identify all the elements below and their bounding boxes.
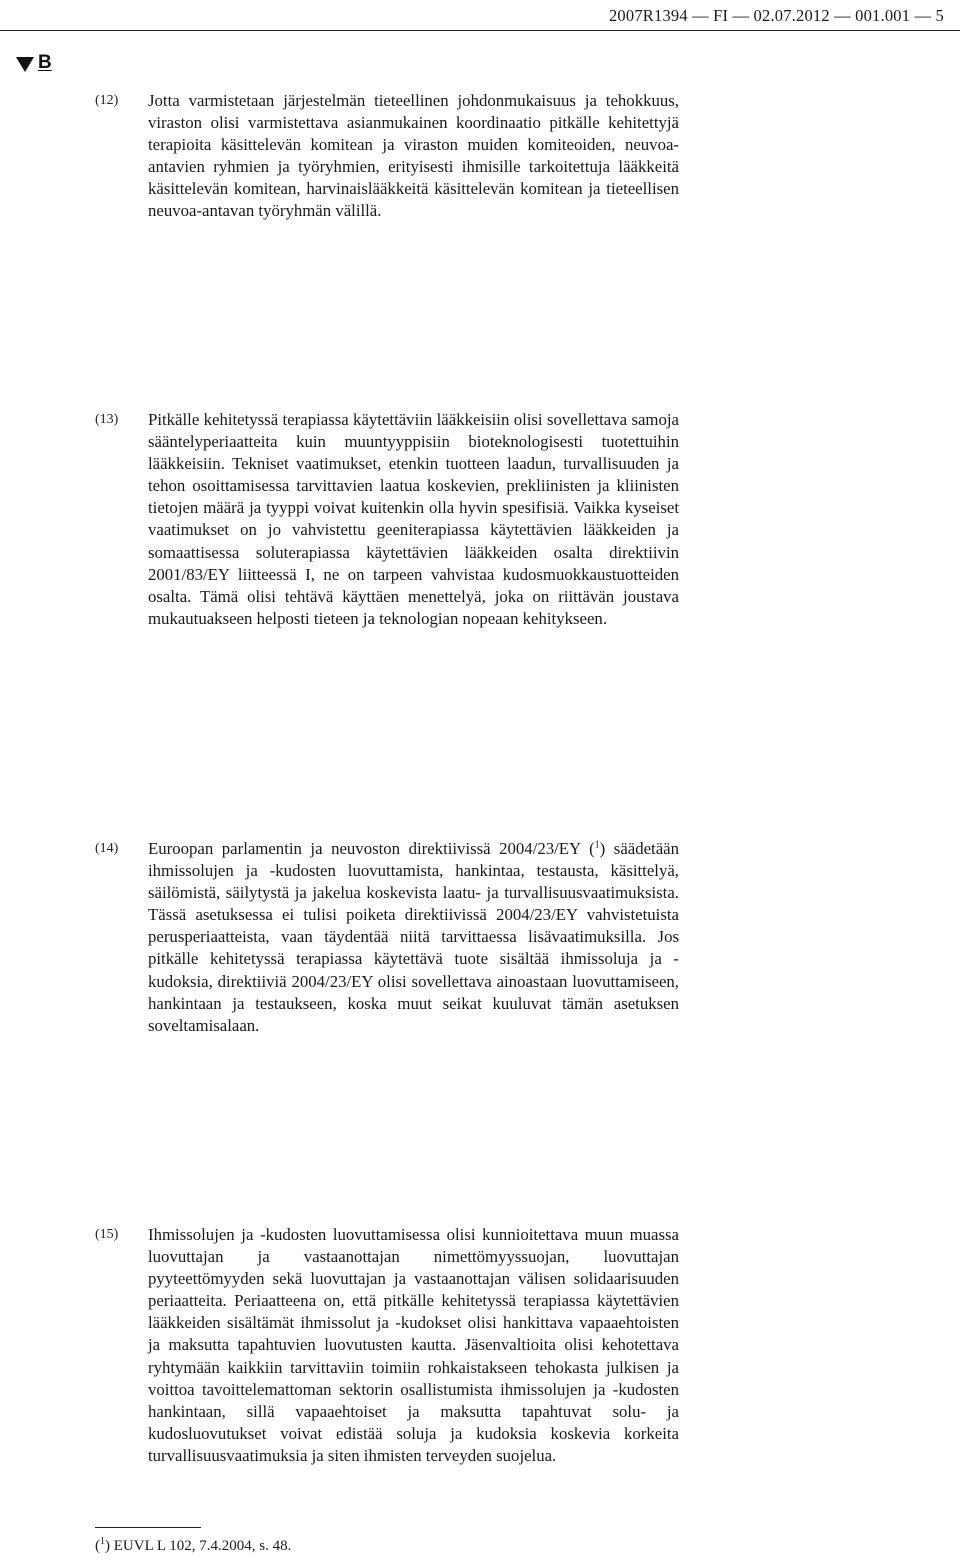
recital-number: (12): [95, 93, 119, 108]
header-rule: [0, 30, 960, 31]
footnote-text: EUVL L 102, 7.4.2004, s. 48.: [110, 1538, 292, 1554]
recital-text: Jotta varmistetaan järjestelmän tieteellinen johdonmukaisuus ja tehokkuus, viraston olisi varmistettava asianmukainen koordinaatio pitkälle kehitettyjä terapioita käsittelevän komitean ja viraston muiden komiteoiden, neuvoa-antavien ryhmien ja työryhmien, erityisesti ihmisille tarkoitettuja lääkkeitä käsittelevän komitean, harvinaislääkkeitä käsittelevän komitean ja tieteellisen neuvoa-antavan työryhmän välillä.: [148, 91, 679, 221]
recital-number: (13): [95, 412, 119, 427]
footnote-reference[interactable]: 1: [594, 839, 600, 851]
amendment-marker[interactable]: [16, 52, 52, 74]
document-reference: 2007R1394 — FI — 02.07.2012 — 001.001 — 5: [608, 6, 944, 25]
recital-number: (14): [95, 841, 119, 856]
recital-text-part: Euroopan parlamentin ja neuvoston direktiivissä 2004/23/EY (: [148, 839, 595, 858]
footnote: [95, 1538, 291, 1555]
footnote-separator: [95, 1527, 201, 1528]
amendment-marker-label[interactable]: B: [38, 52, 52, 73]
recital-text: [148, 838, 679, 1037]
footnote-number: 1: [100, 1536, 105, 1547]
recital-number: (15): [95, 1227, 119, 1242]
page-header: [0, 0, 960, 31]
recital-text: Pitkälle kehitetyssä terapiassa käytettäviin lääkkeisiin olisi sovellettava samoja sääntelyperiaatteita kuin muuntyyppisiin bioteknologisesti tuotettuihin lääkkeisiin. Tekniset vaatimukset, etenkin tuotteen laadun, turvallisuuden ja tehon osoittamisessa tarvittavien laatua koskevien, prekliinisten ja kliinisten tietojen määrä ja tyyppi voivat kuitenkin olla hyvin spesifisiä. Vaikka kyseiset vaatimukset on jo vahvistettu geeniterapiassa käytettävien lääkkeiden ja somaattisessa soluterapiassa käytettävien lääkkeiden osalta direktiivin 2001/83/EY liitteessä I, ne on tarpeen vahvistaa kudosmuokkaustuotteiden osalta. Tämä olisi tehtävä käyttäen menettelyä, joka on riittävän joustava mukautuakseen helposti tieteen ja teknologian nopeaan kehitykseen.: [148, 410, 679, 628]
recital-text: Ihmissolujen ja -kudosten luovuttamisessa olisi kunnioitettava muun muassa luovuttajan ja vastaanottajan nimettömyyssuojan, luovuttajan pyyteettömyyden sekä luovuttajan ja vastaanottajan välisen solidaarisuuden periaatteita. Periaatteena on, että pitkälle kehitetyssä terapiassa käytettävien lääkkeiden sisältämät ihmissolut ja -kudokset olisi hankittava vapaaehtoisten ja maksutta tapahtuvien luovutusten kautta. Jäsenvaltioita olisi kehotettava ryhtymään kaikkiin tarvittaviin toimiin rohkaistakseen tehokasta julkisen ja voittoa tavoittelemattoman sektorin osallistumista ihmissolujen ja -kudosten hankintaan, sillä vapaaehtoiset ja maksutta tapahtuvat solu- ja kudosluovutukset voivat edistää soluja ja kudoksia koskevia korkeita turvallisuusvaatimuksia ja siten ihmisten terveyden suojelua.: [148, 1225, 679, 1465]
triangle-down-icon: [16, 57, 34, 72]
footnote-open-paren: (: [95, 1538, 100, 1554]
recital-text-part: ) säädetään ihmissolujen ja -kudosten luovuttamista, hankintaa, testausta, käsittelyä, säilömistä, säilytystä ja jakelua koskevista laatu- ja turvallisuusvaatimuksista. Tässä asetuksessa ei tulisi poiketa direktiivissä 2004/23/EY vahvistetuista perusperiaatteista, vaan täydentää niitä tarvittaessa lisävaatimuksilla. Jos pitkälle kehitetyssä terapiassa käytettävä tuote sisältää ihmissoluja ja - kudoksia, direktiiviä 2004/23/EY olisi sovellettava ainoastaan luovuttamiseen, hankintaan ja testaukseen, koska muut seikat kuuluvat tämän asetuksen soveltamisalaan.: [148, 839, 680, 1035]
footnote-close-paren: ): [105, 1538, 110, 1554]
